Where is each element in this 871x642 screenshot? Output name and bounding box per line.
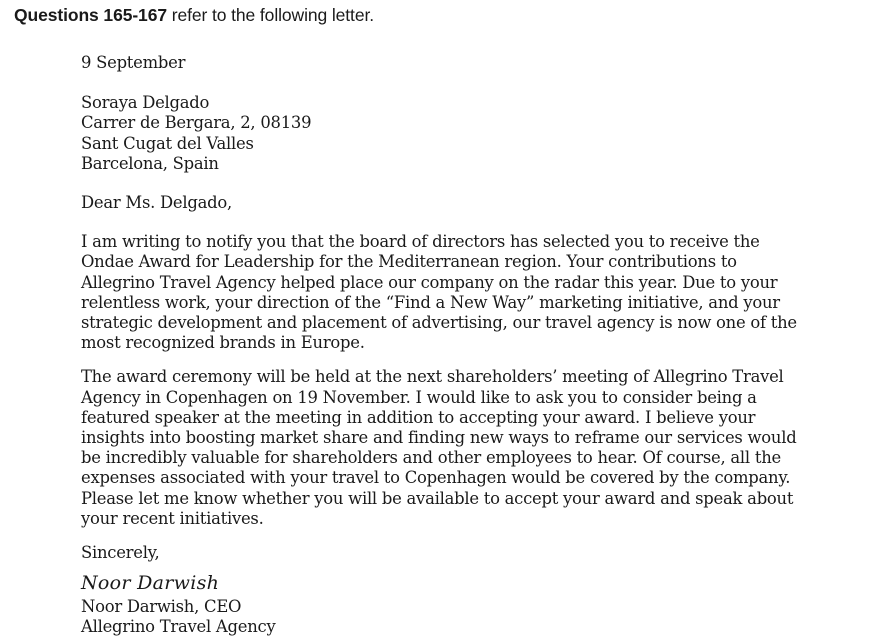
recipient-region: Barcelona, Spain (81, 153, 219, 173)
handwritten-signature: Noor Darwish (81, 572, 220, 595)
question-intro: refer to the following letter. (166, 5, 374, 25)
recipient-street: Carrer de Bergara, 2, 08139 (81, 113, 312, 133)
recipient-city: Sant Cugat del Valles (81, 133, 254, 153)
recipient-name: Soraya Delgado (81, 93, 210, 113)
sender-block (81, 597, 811, 637)
sender-company: Allegrino Travel Agency (81, 617, 276, 637)
letter (81, 53, 811, 638)
body-paragraph-1: I am writing to notify you that the board of directors has selected you to receive the Ondae Award for Leadership for the Mediterranean region. Your contributions to Allegrino Travel Agency helped place our company on the radar this year. Due to your relentless work, your direction of the “Find a New Way” marketing initiative, and your strategic development and placement of advertising, our travel agency is now one of the most recognized brands in Europe. (81, 232, 797, 353)
recipient-address (81, 93, 811, 174)
letter-date: 9 September (81, 53, 186, 72)
salutation: Dear Ms. Delgado, (81, 193, 232, 213)
question-header (14, 5, 374, 26)
sender-name-title: Noor Darwish, CEO (81, 597, 242, 617)
body-paragraph-2: The award ceremony will be held at the next shareholders’ meeting of Allegrino Travel Agency in Copenhagen on 19 November. I would like to ask you to consider being a featured speaker at the meeting in addition to accepting your award. I believe your insights into boosting market share and finding new ways to reframe our services would be incredibly valuable for shareholders and other employees to hear. Of course, all the expenses associated with your travel to Copenhagen would be covered by the company. Please let me know whether you will be available to accept your award and speak about your recent initiatives. (81, 367, 797, 528)
question-range: Questions 165-167 (14, 5, 167, 25)
closing: Sincerely, (81, 543, 160, 563)
